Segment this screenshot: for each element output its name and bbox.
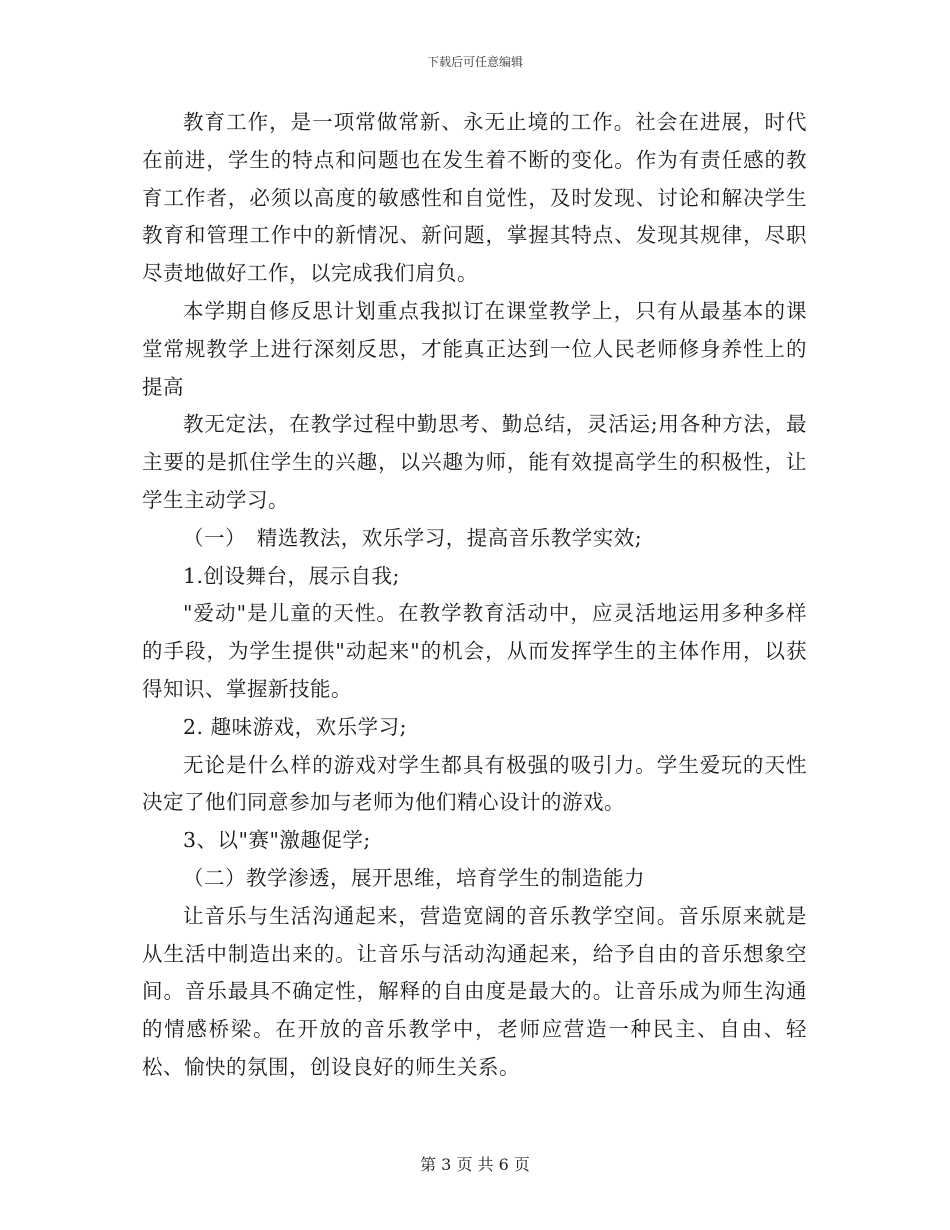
paragraph-teaching-method: 教无定法，在教学过程中勤思考、勤总结，灵活运;用各种方法，最主要的是抓住学生的兴趣，以兴趣为师，能有效提高学生的积极性，让学生主动学习。 <box>142 412 807 512</box>
paragraph-music-life: 让音乐与生活沟通起来，营造宽阔的音乐教学空间。音乐原来就是从生活中制造出来的。让音乐与活动沟通起来，给予自由的音乐想象空间。音乐最具不确定性，解释的自由度是最大的。让音乐成为师生沟通的情感桥梁。在开放的音乐教学中，老师应营造一种民主、自由、轻松、愉快的氛围，创设良好的师生关系。 <box>142 903 807 1079</box>
paragraph-games: 无论是什么样的游戏对学生都具有极强的吸引力。学生爱玩的天性决定了他们同意参加与老师为他们精心设计的游戏。 <box>142 752 807 815</box>
paragraph-plan-focus: 本学期自修反思计划重点我拟订在课堂教学上，只有从最基本的课堂常规教学上进行深刻反思，才能真正达到一位人民老师修身养性上的提高 <box>142 298 807 399</box>
subheading-1: 1.创设舞台，展示自我; <box>183 563 400 588</box>
subheading-3: 3、以"赛"激趣促学; <box>183 828 371 853</box>
document-body <box>142 104 807 1087</box>
page-number-footer: 第 3 页 共 6 页 <box>420 1155 530 1174</box>
section-heading-1: （一） 精选教法，欢乐学习，提高音乐教学实效; <box>183 525 643 550</box>
paragraph-intro: 教育工作，是一项常做常新、永无止境的工作。社会在进展，时代在前进，学生的特点和问题也在发生着不断的变化。作为有责任感的教育工作者，必须以高度的敏感性和自觉性，及时发现、讨论和解决学生教育和管理工作中的新情况、新问题，掌握其特点、发现其规律，尽职尽责地做好工作，以完成我们肩负。 <box>142 110 807 286</box>
paragraph-active-nature: "爱动"是儿童的天性。在教学教育活动中，应灵活地运用多种多样的手段，为学生提供"动起来"的机会，从而发挥学生的主体作用，以获得知识、掌握新技能。 <box>142 601 807 701</box>
subheading-2: 2. 趣味游戏，欢乐学习; <box>183 714 407 739</box>
section-heading-2: （二）教学渗透，展开思维，培育学生的制造能力 <box>183 865 645 890</box>
page-header: 下载后可任意编辑 <box>426 55 523 69</box>
